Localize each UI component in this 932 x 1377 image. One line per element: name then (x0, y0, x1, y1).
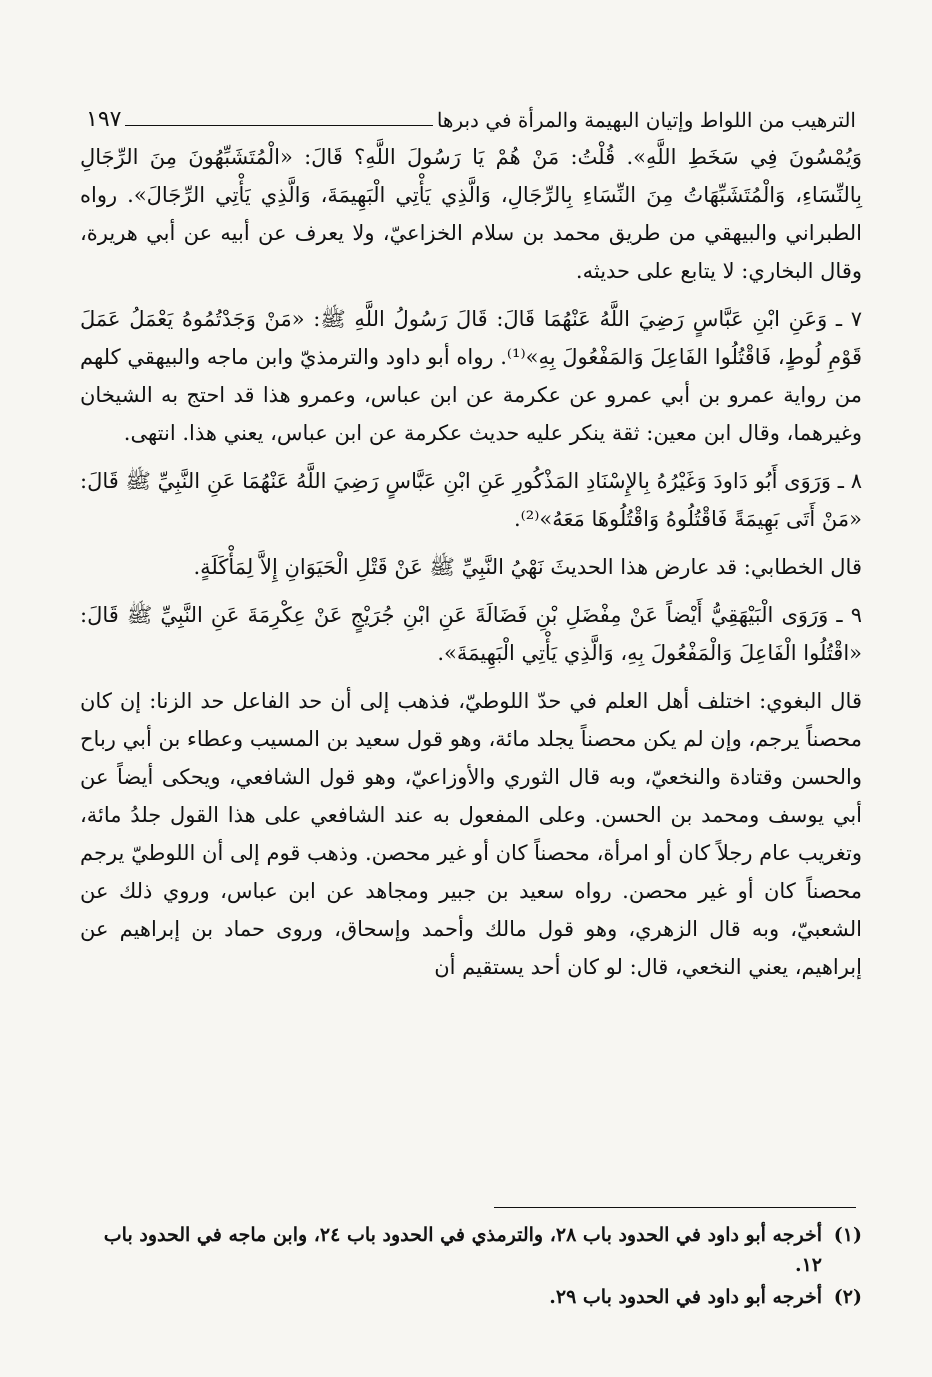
paragraph-continuation: وَيُمْسُونَ فِي سَخَطِ اللَّهِ». قُلْتُ: مَنْ هُمْ يَا رَسُولَ اللَّهِ؟ قَالَ: «الْمُتَشَبِّهُونَ مِنَ الرِّجَالِ بِالنِّسَاءِ، وَالْمُتَشَبِّهَاتُ مِنَ النِّسَاءِ بِالرِّجَالِ، وَالَّذِي يَأْتِي الْبَهِيمَةَ، وَالَّذِي يَأْتِي الرِّجَالَ». رواه الطبراني والبيهقي من طريق محمد بن سلام الخزاعيّ، ولا يعرف عن أبيه عن أبي هريرة، وقال البخاري: لا يتابع على حديثه. (80, 145, 862, 283)
paragraph-hadith-7: ٧ ـ وَعَنِ ابْنِ عَبَّاسٍ رَضِيَ اللَّهُ عَنْهُمَا قَالَ: قَالَ رَسُولُ اللَّهِ ﷺ: «مَنْ وَجَدْتُمُوهُ يَعْمَلُ عَمَلَ قَوْمِ لُوطٍ، فَاقْتُلُوا الفَاعِلَ وَالمَفْعُولَ بِهِ»⁽¹⁾. رواه أبو داود والترمذيّ وابن ماجه والبيهقي كلهم من رواية عمرو بن أبي عمرو عن عكرمة عن ابن عباس، وعمرو هذا قد احتج به الشيخان وغيرهما، وقال ابن معين: ثقة ينكر عليه حديث عكرمة عن ابن عباس، يعني هذا. انتهى. (80, 307, 862, 445)
header-rule (125, 125, 432, 126)
footnote-item (82, 1282, 862, 1312)
running-title: الترهيب من اللواط وإتيان البهيمة والمرأة في دبرها (436, 108, 856, 132)
footnote-text: أخرجه أبو داود في الحدود باب ٢٩. (549, 1286, 822, 1308)
paragraph-hadith-8: ٨ ـ وَرَوَى أَبُو دَاودَ وَغَيْرُهُ بِالإِسْنَادِ المَذْكُورِ عَنِ ابْنِ عَبَّاسٍ رَضِيَ اللَّهُ عَنْهُمَا عَنِ النَّبِيِّ ﷺ قَالَ: «مَنْ أَتَى بَهِيمَةً فَاقْتُلُوهُ وَاقْتُلُوهَا مَعَهُ»⁽²⁾. (80, 469, 862, 531)
footnote-rule (494, 1207, 856, 1208)
footnote-number: (٢) (833, 1286, 862, 1308)
footnotes (82, 1220, 862, 1314)
paragraph-hadith-9: ٩ ـ وَرَوَى الْبَيْهَقِيُّ أَيْضاً عَنْ مِفْضَلِ بْنِ فَضَالَةَ عَنِ ابْنِ جُرَيْجٍ عَنْ عِكْرِمَةَ عَنِ النَّبِيِّ ﷺ قَالَ: «اقْتُلُوا الْفَاعِلَ وَالْمَفْعُولَ بِهِ، وَالَّذِي يَأْتِي الْبَهِيمَةَ». (80, 603, 862, 665)
page-number: ١٩٧ (86, 107, 122, 132)
paragraph-khattabi: قال الخطابي: قد عارض هذا الحديثَ نَهْيُ النَّبِيِّ ﷺ عَنْ قَتْلِ الْحَيَوَانِ إِلاَّ لِمَأْكَلَةٍ. (193, 555, 862, 579)
body-text (80, 138, 862, 996)
footnote-item (82, 1220, 862, 1280)
page-header (86, 92, 856, 132)
paragraph-baghawi: قال البغوي: اختلف أهل العلم في حدّ اللوطيّ، فذهب إلى أن حد الفاعل حد الزنا: إن كان محصناً يرجم، وإن لم يكن محصناً يجلد مائة، وهو قول سعيد بن المسيب وعطاء بن أبي رباح والحسن وقتادة والنخعيّ، وبه قال الثوري والأوزاعيّ، وهو قول الشافعي، ويحكى أيضاً عن أبي يوسف ومحمد بن الحسن. وعلى المفعول به عند الشافعي على هذا القول جلدُ مائة، وتغريب عام رجلاً كان أو امرأة، محصناً كان أو غير محصن. وذهب قوم إلى أن اللوطيّ يرجم محصناً كان أو غير محصن. رواه سعيد بن جبير ومجاهد عن ابن عباس، وروي ذلك عن الشعبيّ، وبه قال الزهري، وهو قول مالك وأحمد وإسحاق، وروى حماد بن إبراهيم عن إبراهيم، يعني النخعي، قال: لو كان أحد يستقيم أن (80, 689, 862, 979)
footnote-number: (١) (833, 1224, 862, 1246)
footnote-text: أخرجه أبو داود في الحدود باب ٢٨، والترمذي في الحدود باب ٢٤، وابن ماجه في الحدود باب ١٢. (103, 1224, 822, 1276)
